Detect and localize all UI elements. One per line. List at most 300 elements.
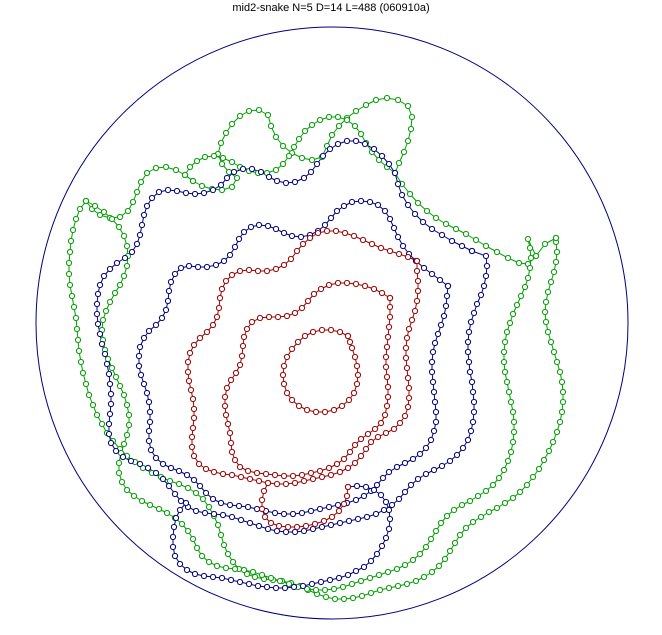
snake-node-marker: [134, 189, 139, 194]
snake-node-marker: [232, 244, 237, 249]
snake-node-marker: [74, 326, 79, 331]
snake-node-marker: [126, 412, 131, 417]
snake-node-marker: [224, 175, 229, 180]
snake-node-marker: [354, 363, 359, 368]
snake-node-marker: [117, 383, 122, 388]
snake-node-marker: [178, 498, 183, 503]
snake-node-marker: [326, 282, 331, 287]
snake-node-marker: [172, 491, 177, 496]
snake-node-marker: [146, 438, 151, 443]
snake-node-marker: [505, 255, 510, 260]
snake-node-marker: [443, 303, 448, 308]
snake-node-marker: [412, 211, 417, 216]
snake-node-marker: [358, 436, 363, 441]
snake-node-marker: [409, 317, 414, 322]
snake-node-marker: [438, 322, 443, 327]
snake-node-marker: [522, 284, 527, 289]
snake-node-marker: [244, 326, 249, 331]
snake-node-marker: [364, 514, 369, 519]
snake-node-marker: [358, 131, 363, 136]
snake-node-marker: [378, 245, 383, 250]
snake-node-marker: [473, 237, 478, 242]
snake-node-marker: [309, 581, 314, 586]
snake-node-marker: [78, 359, 83, 364]
snake-node-marker: [352, 460, 357, 465]
snake-node-marker: [295, 339, 300, 344]
snake-node-marker: [543, 299, 548, 304]
snake-node-marker: [435, 331, 440, 336]
snake-node-marker: [125, 208, 130, 213]
snake-node-marker: [268, 575, 273, 580]
snake-node-marker: [280, 143, 285, 148]
snake-node-marker: [421, 574, 426, 579]
snake-node-marker: [405, 375, 410, 380]
snake-node-marker: [327, 577, 332, 582]
snake-node-marker: [259, 506, 264, 511]
snake-node-marker: [373, 97, 378, 102]
snake-node-marker: [401, 149, 406, 154]
snake-node-marker: [324, 228, 329, 233]
snake-node-marker: [397, 420, 402, 425]
snake-node-marker: [204, 329, 209, 334]
snake-node-marker: [232, 566, 237, 571]
snake-node-marker: [141, 212, 146, 217]
snake-node-marker: [415, 200, 420, 205]
snake-node-marker: [459, 243, 464, 248]
snake-node-marker: [429, 569, 434, 574]
snake-node-marker: [486, 509, 491, 514]
snake-node-marker: [444, 293, 449, 298]
snake-node-marker: [430, 379, 435, 384]
snake-node-marker: [214, 563, 219, 568]
snake-node-marker: [291, 144, 296, 149]
snake-node-marker: [546, 448, 551, 453]
snake-node-marker: [469, 248, 474, 253]
snake-node-marker: [266, 174, 271, 179]
snake-node-marker: [543, 319, 548, 324]
snake-node-marker: [113, 448, 118, 453]
snake-node-marker: [252, 574, 257, 579]
snake-node-marker: [304, 407, 309, 412]
snake-node-marker: [280, 372, 285, 377]
snake-node-marker: [415, 288, 420, 293]
snake-node-marker: [344, 117, 349, 122]
snake-node-marker: [121, 392, 126, 397]
snake-node-marker: [197, 335, 202, 340]
snake-node-marker: [541, 457, 546, 462]
snake-node-marker: [280, 161, 285, 166]
snake-node-marker: [83, 381, 88, 386]
snake-node-marker: [365, 431, 370, 436]
snake-node-marker: [302, 128, 307, 133]
snake-node-marker: [275, 314, 280, 319]
snake-node-marker: [386, 526, 391, 531]
snake-node-marker: [134, 241, 139, 246]
snake-node-marker: [373, 511, 378, 516]
snake-node-marker: [432, 340, 437, 345]
snake-node-marker: [117, 214, 122, 219]
snake-node-marker: [347, 449, 352, 454]
snake-node-marker: [222, 394, 227, 399]
snake-node-marker: [281, 230, 286, 235]
snake-node-marker: [396, 251, 401, 256]
snake-node-marker: [203, 490, 208, 495]
snake-node-marker: [107, 266, 112, 271]
snake-node-marker: [144, 390, 149, 395]
snake-node-marker: [405, 202, 410, 207]
snake-node-marker: [256, 222, 261, 227]
snake-node-marker: [385, 394, 390, 399]
snake-node-marker: [337, 520, 342, 525]
snake-node-marker: [190, 425, 195, 430]
snake-node-marker: [288, 256, 293, 261]
snake-node-marker: [114, 260, 119, 265]
snake-node-marker: [463, 231, 468, 236]
snake-node-marker: [467, 369, 472, 374]
snake-node-marker: [299, 305, 304, 310]
snake-node-marker: [255, 583, 260, 588]
snake-node-marker: [326, 114, 331, 119]
snake-node-marker: [73, 216, 78, 221]
snake-node-marker: [108, 401, 113, 406]
snake-node-marker: [367, 199, 372, 204]
snake-node-marker: [362, 283, 367, 288]
snake-node-marker: [396, 160, 401, 165]
snake-node-marker: [233, 370, 238, 375]
snake-node-marker: [560, 389, 565, 394]
snake-node-marker: [344, 280, 349, 285]
snake-node-marker: [382, 412, 387, 417]
snake-node-marker: [69, 293, 74, 298]
snake-node-marker: [447, 548, 452, 553]
snake-node-marker: [326, 465, 331, 470]
plot-canvas: [0, 18, 662, 635]
snake-node-marker: [184, 472, 189, 477]
snake-node-marker: [234, 175, 239, 180]
snake-node-marker: [341, 456, 346, 461]
snake-node-marker: [211, 153, 216, 158]
snake-node-marker: [332, 596, 337, 601]
snake-node-marker: [144, 203, 149, 208]
snake-node-marker: [320, 153, 325, 158]
snake-node-marker: [420, 219, 425, 224]
snake-node-marker: [317, 506, 322, 511]
snake-node-marker: [453, 226, 458, 231]
snake-node-marker: [193, 508, 198, 513]
snake-node-marker: [391, 225, 396, 230]
snake-node-marker: [266, 314, 271, 319]
snake-node-marker: [67, 249, 72, 254]
snake-node-marker: [262, 514, 267, 519]
snake-node-marker: [433, 419, 438, 424]
snake-node-marker: [261, 488, 266, 493]
snake-node-marker: [511, 419, 516, 424]
snake-node-marker: [137, 232, 142, 237]
snake-node-marker: [542, 309, 547, 314]
snake-node-marker: [116, 460, 121, 465]
snake-node-marker: [216, 305, 221, 310]
snake-node-marker: [202, 510, 207, 515]
snake-node-marker: [340, 584, 345, 589]
snake-node-marker: [374, 551, 379, 556]
snake-node-marker: [258, 169, 263, 174]
snake-node-marker: [178, 265, 183, 270]
snake-node-marker: [386, 161, 391, 166]
snake-node-marker: [341, 596, 346, 601]
snake-node-marker: [290, 511, 295, 516]
snake-node-marker: [383, 354, 388, 359]
snake-node-marker: [545, 329, 550, 334]
snake-node-marker: [402, 460, 407, 465]
snake-node-marker: [173, 515, 178, 520]
snake-node-marker: [214, 314, 219, 319]
snake-node-marker: [183, 190, 188, 195]
snake-node-marker: [341, 203, 346, 208]
snake-node-marker: [536, 466, 541, 471]
snake-node-marker: [405, 138, 410, 143]
snake-node-marker: [315, 230, 320, 235]
snake-node-marker: [184, 567, 189, 572]
snake-node-marker: [206, 559, 211, 564]
snake-node-marker: [313, 409, 318, 414]
snake-node-marker: [502, 339, 507, 344]
snake-node-marker: [94, 412, 99, 417]
snake-node-marker: [303, 523, 308, 528]
snake-node-marker: [387, 304, 392, 309]
snake-node-marker: [301, 175, 306, 180]
snake-node-marker: [342, 230, 347, 235]
snake-node-marker: [201, 190, 206, 195]
snake-node-marker: [451, 507, 456, 512]
snake-node-marker: [417, 551, 422, 556]
snake-node-marker: [305, 298, 310, 303]
snake-node-marker: [421, 265, 426, 270]
snake-node-marker: [465, 349, 470, 354]
snake-node-marker: [354, 483, 359, 488]
snake-node-marker: [268, 123, 273, 128]
snake-node-marker: [124, 263, 129, 268]
snake-node-marker: [475, 493, 480, 498]
snake-node-marker: [289, 233, 294, 238]
snake-node-marker: [470, 519, 475, 524]
snake-node-marker: [223, 565, 228, 570]
snake-node-marker: [444, 513, 449, 518]
snake-node-marker: [186, 263, 191, 268]
snake-node-marker: [478, 514, 483, 519]
snake-node-marker: [218, 532, 223, 537]
snake-node-marker: [353, 281, 358, 286]
snake-node-marker: [347, 339, 352, 344]
snake-node-marker: [217, 295, 222, 300]
snake-node-marker: [548, 339, 553, 344]
snake-node-marker: [241, 229, 246, 234]
snake-node-marker: [433, 215, 438, 220]
snake-node-marker: [105, 356, 110, 361]
snake-node-marker: [466, 329, 471, 334]
snake-node-marker: [383, 499, 388, 504]
snake-node-marker: [100, 317, 105, 322]
snake-node-marker: [66, 271, 71, 276]
snake-node-marker: [239, 353, 244, 358]
snake-node-marker: [351, 390, 356, 395]
snake-node-marker: [254, 506, 259, 511]
snake-node-marker: [220, 471, 225, 476]
snake-node-marker: [248, 224, 253, 229]
snake-node-marker: [176, 468, 181, 473]
snake-node-marker: [153, 470, 158, 475]
snake-node-marker: [193, 490, 198, 495]
snake-node-marker: [319, 524, 324, 529]
snake-node-marker: [310, 329, 315, 334]
snake-node-marker: [385, 569, 390, 574]
snake-node-marker: [76, 348, 81, 353]
snake-node-marker: [404, 365, 409, 370]
snake-node-marker: [254, 470, 259, 475]
snake-node-marker: [300, 583, 305, 588]
snake-node-marker: [163, 164, 168, 169]
snake-node-marker: [223, 130, 228, 135]
snake-node-marker: [185, 369, 190, 374]
snake-node-marker: [344, 493, 349, 498]
snake-node-marker: [283, 529, 288, 534]
snake-node-marker: [190, 536, 195, 541]
snake-node-marker: [108, 440, 113, 445]
snake-node-marker: [391, 426, 396, 431]
snake-node-marker: [204, 264, 209, 269]
snake-node-marker: [228, 577, 233, 582]
snake-node-marker: [103, 308, 108, 313]
snake-node-marker: [71, 304, 76, 309]
snake-node-marker: [376, 572, 381, 577]
snake-node-marker: [274, 178, 279, 183]
snake-node-marker: [107, 381, 112, 386]
snake-node-marker: [237, 579, 242, 584]
snake-node-marker: [227, 252, 232, 257]
snake-node-marker: [414, 298, 419, 303]
snake-node-marker: [412, 308, 417, 313]
snake-node-marker: [192, 571, 197, 576]
snake-node-marker: [392, 170, 397, 175]
snake-node-marker: [439, 232, 444, 237]
snake-node-marker: [225, 421, 230, 426]
snake-node-marker: [246, 267, 251, 272]
snake-node-marker: [75, 337, 80, 342]
snake-node-marker: [433, 409, 438, 414]
snake-node-marker: [355, 372, 360, 377]
snake-node-marker: [281, 473, 286, 478]
snake-node-marker: [317, 468, 322, 473]
snake-node-marker: [352, 123, 357, 128]
snake-node-marker: [249, 319, 254, 324]
snake-node-marker: [106, 421, 111, 426]
page-title: mid2-snake N=5 D=14 L=488 (060910a): [232, 2, 430, 14]
snake-node-marker: [379, 290, 384, 295]
snake-node-marker: [470, 419, 475, 424]
snake-node-marker: [276, 523, 281, 528]
snake-node-marker: [229, 159, 234, 164]
snake-node-marker: [289, 397, 294, 402]
snake-node-marker: [167, 478, 172, 483]
snake-node-marker: [310, 476, 315, 481]
snake-node-marker: [282, 585, 287, 590]
snake-node-marker: [177, 507, 182, 512]
snake-node-marker: [190, 178, 195, 183]
snake-node-marker: [199, 553, 204, 558]
snake-node-marker: [308, 470, 313, 475]
snake-node-marker: [246, 581, 251, 586]
snake-node-marker: [501, 467, 506, 472]
snake-node-marker: [371, 487, 376, 492]
snake-node-marker: [507, 320, 512, 325]
snake-node-marker: [457, 532, 462, 537]
snake-node-marker: [241, 567, 246, 572]
snake-node-marker: [227, 502, 232, 507]
snake-node-marker: [292, 529, 297, 534]
snake-node-marker: [395, 583, 400, 588]
snake-node-marker: [471, 310, 476, 315]
snake-node-marker: [211, 511, 216, 516]
snake-node-marker: [165, 298, 170, 303]
snake-node-marker: [429, 369, 434, 374]
snake-node-marker: [203, 466, 208, 471]
snake-node-marker: [349, 199, 354, 204]
snake-node-marker: [431, 428, 436, 433]
snake-node-marker: [259, 497, 264, 502]
snake-node-marker: [70, 227, 75, 232]
snake-node-marker: [129, 249, 134, 254]
snake-node-marker: [101, 209, 106, 214]
snake-node-marker: [210, 322, 215, 327]
snake-node-marker: [299, 472, 304, 477]
snake-node-marker: [265, 480, 270, 485]
snake-node-marker: [468, 319, 473, 324]
snake-node-marker: [163, 307, 168, 312]
snake-node-marker: [286, 153, 291, 158]
snake-node-marker: [190, 396, 195, 401]
snake-node-marker: [223, 412, 228, 417]
snake-node-marker: [264, 268, 269, 273]
snake-node-marker: [386, 469, 391, 474]
snake-node-marker: [423, 471, 428, 476]
snake-node-marker: [302, 333, 307, 338]
snake-node-marker: [379, 153, 384, 158]
snake-node-marker: [554, 429, 559, 434]
snake-node-marker: [299, 155, 304, 160]
snake-node-marker: [354, 381, 359, 386]
snake-node-marker: [238, 517, 243, 522]
snake-node-marker: [191, 342, 196, 347]
snake-node-marker: [383, 430, 388, 435]
snake-node-marker: [268, 520, 273, 525]
snake-node-marker: [147, 419, 152, 424]
snake-node-marker: [272, 472, 277, 477]
snake-node-marker: [387, 216, 392, 221]
snake-node-marker: [369, 241, 374, 246]
snake-node-marker: [101, 273, 106, 278]
snake-node-marker: [527, 245, 532, 250]
snake-node-marker: [160, 461, 165, 466]
snake-node-marker: [510, 409, 515, 414]
snake-node-marker: [441, 313, 446, 318]
snake-node-marker: [284, 354, 289, 359]
snake-node-marker: [292, 310, 297, 315]
snake-node-marker: [108, 391, 113, 396]
snake-node-marker: [385, 384, 390, 389]
snake-node-marker: [386, 324, 391, 329]
snake-node-marker: [483, 273, 488, 278]
snake-node-marker: [156, 506, 161, 511]
snake-node-marker: [403, 355, 408, 360]
